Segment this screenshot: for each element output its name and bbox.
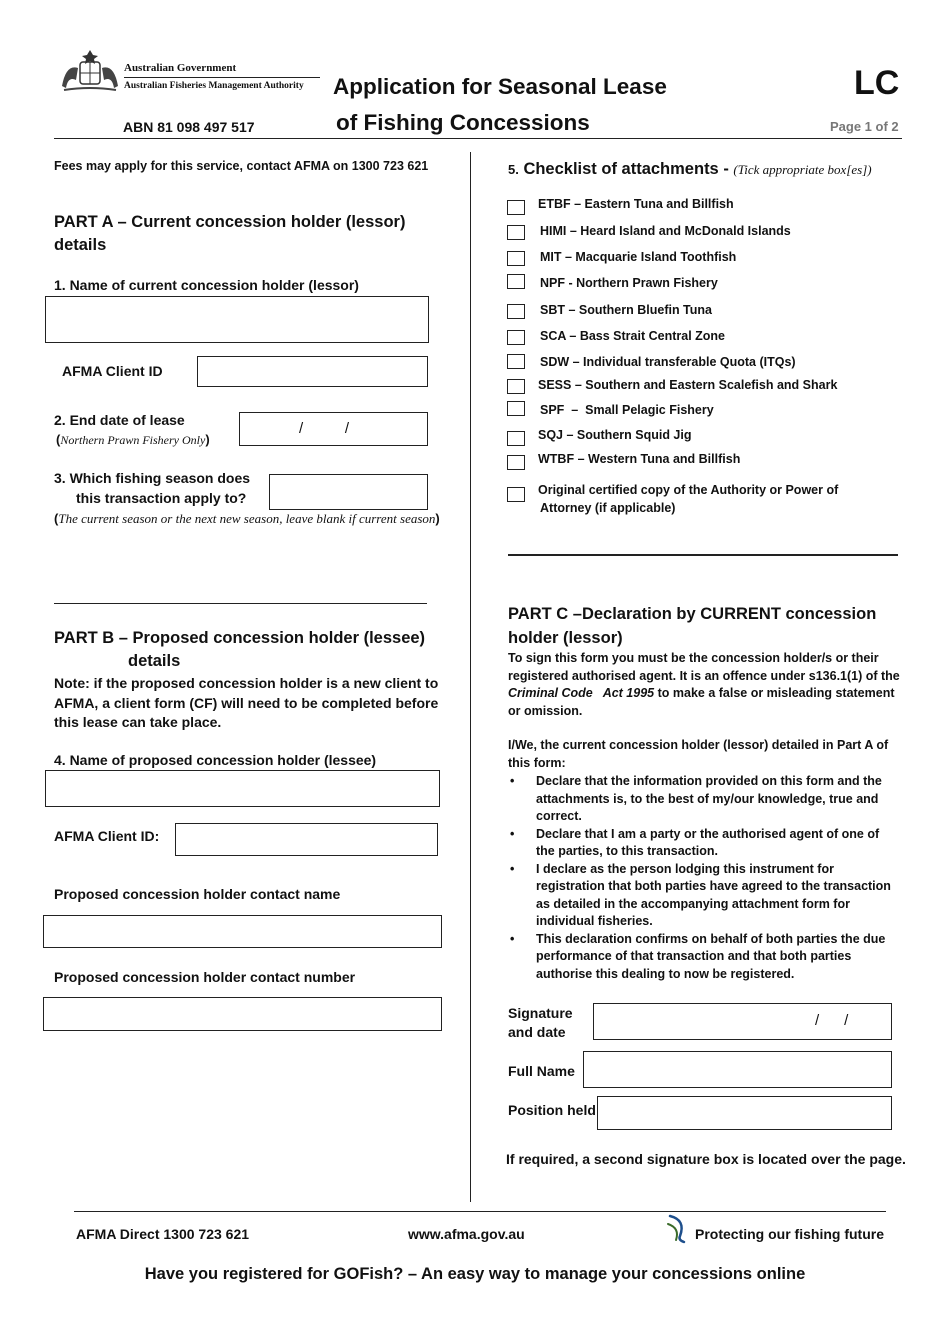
position-held-label: Position held [508, 1102, 596, 1118]
checkbox-etbf[interactable] [507, 200, 525, 215]
gov-divider [124, 77, 320, 78]
second-signature-note: If required, a second signature box is located over the page. [506, 1151, 906, 1167]
client-id-label: AFMA Client ID [62, 363, 163, 379]
declaration-list [508, 773, 900, 983]
checkbox-spf[interactable] [507, 401, 525, 416]
page-number: Page 1 of 2 [830, 119, 899, 134]
abn: ABN 81 098 497 517 [123, 119, 255, 135]
lessee-client-id-label: AFMA Client ID: [54, 828, 160, 844]
part-c-heading: PART C –Declaration by CURRENT concession [508, 605, 877, 623]
checkbox-npf[interactable] [507, 274, 525, 289]
part-a-heading-cont: details [54, 236, 107, 254]
footer-phone: AFMA Direct 1300 723 621 [76, 1226, 250, 1242]
contact-name-field[interactable] [43, 915, 442, 948]
intro-text-end: to make a false or misleading statement or omission. [508, 686, 895, 718]
checklist-item-himi: HIMI – Heard Island and McDonald Islands [540, 224, 791, 238]
fees-note: Fees may apply for this service, contact AFMA on 1300 723 621 [54, 159, 429, 173]
q2-note-text: Northern Prawn Fishery Only [60, 433, 206, 447]
part-a-heading: PART A – Current concession holder (lessor) [54, 213, 406, 231]
checkbox-mit[interactable] [507, 251, 525, 266]
checklist-item-wtbf: WTBF – Western Tuna and Billfish [538, 452, 741, 466]
checkbox-sqj[interactable] [507, 431, 525, 446]
q3-note-text: The current season or the next new season, leave blank if current season [58, 511, 436, 526]
position-held-field[interactable] [597, 1096, 892, 1130]
full-name-field[interactable] [583, 1051, 892, 1088]
signature-date-separators: / / [815, 1012, 849, 1029]
checklist-item-mit: MIT – Macquarie Island Toothfish [540, 250, 737, 264]
part-b-note: Note: if the proposed concession holder is a new client to AFMA, a client form (CF) will need to be completed before this lease can take place. [54, 675, 439, 730]
lessor-name-field[interactable] [45, 296, 429, 343]
checkbox-wtbf[interactable] [507, 455, 525, 470]
agency-name: Australian Fisheries Management Authority [124, 81, 304, 91]
form-title-line2: of Fishing Concessions [336, 110, 590, 135]
contact-name-label: Proposed concession holder contact name [54, 886, 341, 902]
checklist-item-npf: NPF - Northern Prawn Fishery [540, 276, 718, 290]
signature-date-field[interactable] [593, 1003, 892, 1040]
q2-note: (Northern Prawn Fishery Only) [56, 432, 210, 447]
checklist-item-sbt: SBT – Southern Bluefin Tuna [540, 303, 712, 317]
gov-name: Australian Government [124, 62, 237, 74]
checklist-item-sess: SESS – Southern and Eastern Scalefish and Shark [538, 378, 838, 392]
header-rule [54, 138, 902, 139]
checkbox-sca[interactable] [507, 330, 525, 345]
checklist-item-sqj: SQJ – Southern Squid Jig [538, 428, 692, 442]
contact-number-field[interactable] [43, 997, 442, 1031]
signature-label: Signature [508, 1005, 573, 1021]
declaration-bullet: • Declare that I am a party or the authorised agent of one of the parties, to this transaction. [508, 826, 900, 861]
coat-of-arms-icon [58, 46, 122, 96]
footer-rule [74, 1211, 886, 1212]
fishing-season-field[interactable] [269, 474, 428, 510]
footer-tagline: Protecting our fishing future [695, 1226, 884, 1242]
intro-text: To sign this form you must be the concession holder/s or their registered authorised agent. It is an offence under s136.1(1) of the [508, 651, 900, 683]
declaration-bullet: • This declaration confirms on behalf of both parties the due performance of that transaction and that both parties authorise this dealing to now be registered. [508, 931, 900, 984]
part-c-heading-cont: holder (lessor) [508, 629, 623, 647]
gofish-banner: Have you registered for GOFish? – An easy way to manage your concessions online [144, 1265, 806, 1283]
q2-label: 2. End date of lease [54, 412, 185, 428]
column-divider [470, 152, 471, 1202]
date-separators: / / [299, 420, 350, 437]
criminal-code-act: Criminal Code Act 1995 [508, 686, 655, 700]
checklist-item-spf: SPF – Small Pelagic Fishery [540, 403, 714, 417]
checklist-title: Checklist of attachments - [523, 160, 729, 178]
part-c-intro [508, 650, 908, 720]
checkbox-sess[interactable] [507, 379, 525, 394]
declaration-bullet: • Declare that the information provided on this form and the attachments is, to the best of my/our knowledge, true and correct. [508, 773, 900, 826]
form-title-line1: Application for Seasonal Lease [333, 74, 667, 99]
checklist-item-original: Original certified copy of the Authority or Power of [538, 483, 839, 497]
afma-fish-logo-icon [666, 1214, 692, 1244]
signature-label-cont: and date [508, 1024, 566, 1040]
q3-note: (The current season or the next new season, leave blank if current season) [54, 511, 440, 526]
lessor-client-id-field[interactable] [197, 356, 428, 387]
part-b-heading-cont: details [128, 652, 181, 670]
checklist-item-etbf: ETBF – Eastern Tuna and Billfish [538, 197, 734, 211]
form-code: LC [854, 64, 900, 102]
declaration-bullet: • I declare as the person lodging this instrument for registration that both parties have agreed to the transaction as detailed in the accompanying attachment form for individual fisheries. [508, 861, 900, 931]
checkbox-himi[interactable] [507, 225, 525, 240]
footer-website[interactable]: www.afma.gov.au [408, 1226, 525, 1242]
checklist-heading: 5. Checklist of attachments - (Tick appropriate box[es]) [508, 160, 872, 178]
checklist-rule [508, 554, 898, 556]
checklist-item-sdw: SDW – Individual transferable Quota (ITQs) [540, 355, 796, 369]
part-b-heading: PART B – Proposed concession holder (lessee) [54, 629, 426, 647]
part-a-rule [54, 603, 427, 604]
contact-number-label: Proposed concession holder contact number [54, 969, 356, 985]
declaration-intro: I/We, the current concession holder (lessor) detailed in Part A of this form: [508, 738, 889, 770]
lease-end-date-field[interactable] [239, 412, 428, 446]
checklist-item-original-cont: Attorney (if applicable) [540, 501, 676, 515]
full-name-label: Full Name [508, 1063, 575, 1079]
q3-label-cont: this transaction apply to? [76, 490, 247, 506]
checklist-number: 5. [508, 162, 519, 177]
q3-label: 3. Which fishing season does [54, 470, 251, 486]
lessee-client-id-field[interactable] [175, 823, 438, 856]
checklist-instruction: Tick appropriate box[es] [737, 162, 868, 177]
checklist-item-sca: SCA – Bass Strait Central Zone [540, 329, 726, 343]
checkbox-original-authority[interactable] [507, 487, 525, 502]
lessee-name-field[interactable] [45, 770, 440, 807]
checkbox-sbt[interactable] [507, 304, 525, 319]
q1-label: 1. Name of current concession holder (lessor) [54, 277, 359, 293]
q4-label: 4. Name of proposed concession holder (lessee) [54, 752, 377, 768]
checkbox-sdw[interactable] [507, 354, 525, 369]
